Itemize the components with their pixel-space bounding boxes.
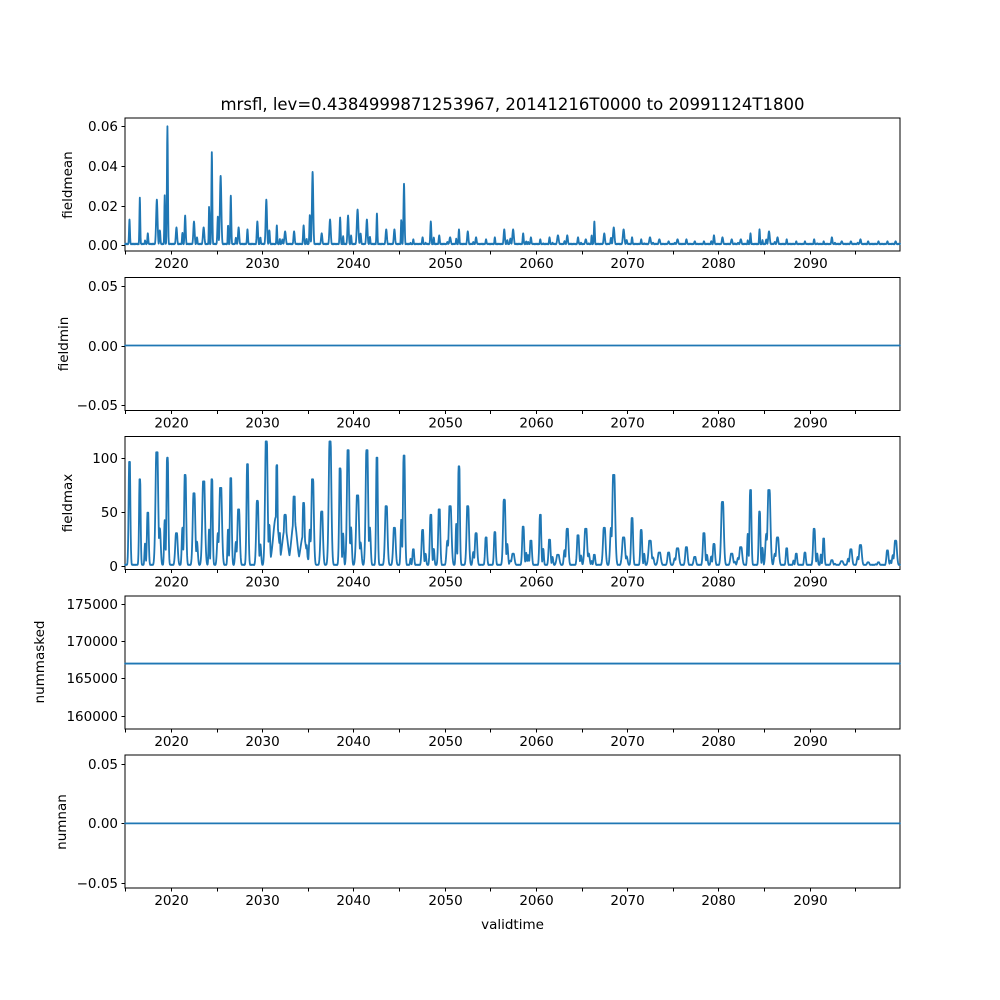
x-tick-label: 2070 (610, 893, 645, 909)
y-tick-label: 50 (100, 505, 118, 521)
x-tick-label: 2070 (610, 574, 645, 591)
fieldmin-panel (77, 277, 900, 431)
x-tick-label: 2060 (519, 574, 554, 591)
x-tick-label: 2060 (519, 415, 554, 432)
y-tick-label: 160000 (66, 709, 118, 725)
x-tick-label: 2080 (701, 415, 736, 432)
chart-title: mrsfl, lev=0.4384999871253967, 20141216T0000 to 20991124T1800 (220, 95, 805, 114)
axes-spines (125, 596, 900, 729)
x-tick-label: 2060 (519, 893, 554, 909)
y-tick-label: 0.02 (87, 199, 118, 215)
x-tick-label: 2040 (336, 415, 371, 432)
x-tick-label: 2080 (701, 733, 736, 750)
axes-spines (125, 755, 900, 888)
x-tick-label: 2030 (245, 733, 280, 750)
x-tick-label: 2020 (154, 256, 189, 272)
x-tick-label: 2030 (245, 256, 280, 272)
x-tick-label: 2060 (519, 733, 554, 750)
fieldmax-panel (92, 437, 900, 591)
axes-spines (125, 277, 900, 410)
x-tick-label: 2090 (793, 733, 828, 750)
y-tick-label: 170000 (66, 634, 118, 650)
y-tick-label: 0.00 (87, 238, 118, 254)
fieldmean-line (125, 126, 900, 244)
x-tick-label: 2090 (793, 893, 828, 909)
x-tick-label: 2070 (610, 415, 645, 432)
nummasked-panel (66, 596, 900, 750)
fieldmax-line (125, 441, 900, 565)
x-tick-label: 2030 (245, 415, 280, 432)
y-axis-label-fieldmean: fieldmean (60, 150, 76, 219)
y-tick-label: 0.05 (87, 757, 118, 773)
y-axis-label-nummasked: nummasked (32, 620, 48, 704)
x-tick-label: 2090 (793, 415, 828, 432)
y-axis-label-fieldmax: fieldmax (60, 473, 76, 533)
y-tick-label: 0.04 (87, 159, 118, 175)
x-tick-label: 2050 (428, 893, 463, 909)
x-tick-label: 2030 (245, 893, 280, 909)
x-tick-label: 2070 (610, 256, 645, 272)
x-tick-label: 2020 (154, 893, 189, 909)
x-tick-label: 2040 (336, 574, 371, 591)
y-tick-label: 0.00 (87, 816, 118, 832)
x-tick-label: 2040 (336, 893, 371, 909)
x-tick-label: 2050 (428, 574, 463, 591)
x-tick-label: 2070 (610, 733, 645, 750)
y-tick-label: 100 (92, 451, 118, 467)
y-axis-label-numnan: numnan (54, 793, 70, 850)
x-axis-label: validtime (481, 917, 544, 933)
x-tick-label: 2080 (701, 574, 736, 591)
x-tick-label: 2030 (245, 574, 280, 591)
y-tick-label: 0 (109, 559, 118, 575)
x-tick-label: 2060 (519, 256, 554, 272)
x-tick-label: 2050 (428, 415, 463, 432)
numnan-panel (77, 755, 900, 909)
y-tick-label: −0.05 (76, 398, 118, 414)
y-tick-label: 175000 (66, 597, 118, 613)
x-tick-label: 2050 (428, 733, 463, 750)
fieldmean-panel (88, 118, 900, 272)
x-tick-label: 2090 (793, 574, 828, 591)
x-tick-label: 2090 (793, 256, 828, 272)
y-tick-label: 0.05 (87, 279, 118, 295)
x-tick-label: 2040 (336, 256, 371, 272)
x-tick-label: 2080 (701, 256, 736, 272)
x-tick-label: 2020 (154, 574, 189, 591)
x-tick-label: 2080 (701, 893, 736, 909)
y-tick-label: 0.06 (87, 119, 118, 135)
x-tick-label: 2040 (336, 733, 371, 750)
x-tick-label: 2020 (154, 733, 189, 750)
x-tick-label: 2050 (428, 256, 463, 272)
y-axis-label-fieldmin: fieldmin (56, 316, 72, 372)
x-tick-label: 2020 (154, 415, 189, 432)
y-tick-label: −0.05 (76, 876, 118, 892)
y-tick-label: 165000 (66, 671, 118, 687)
y-tick-label: 0.00 (87, 339, 118, 355)
